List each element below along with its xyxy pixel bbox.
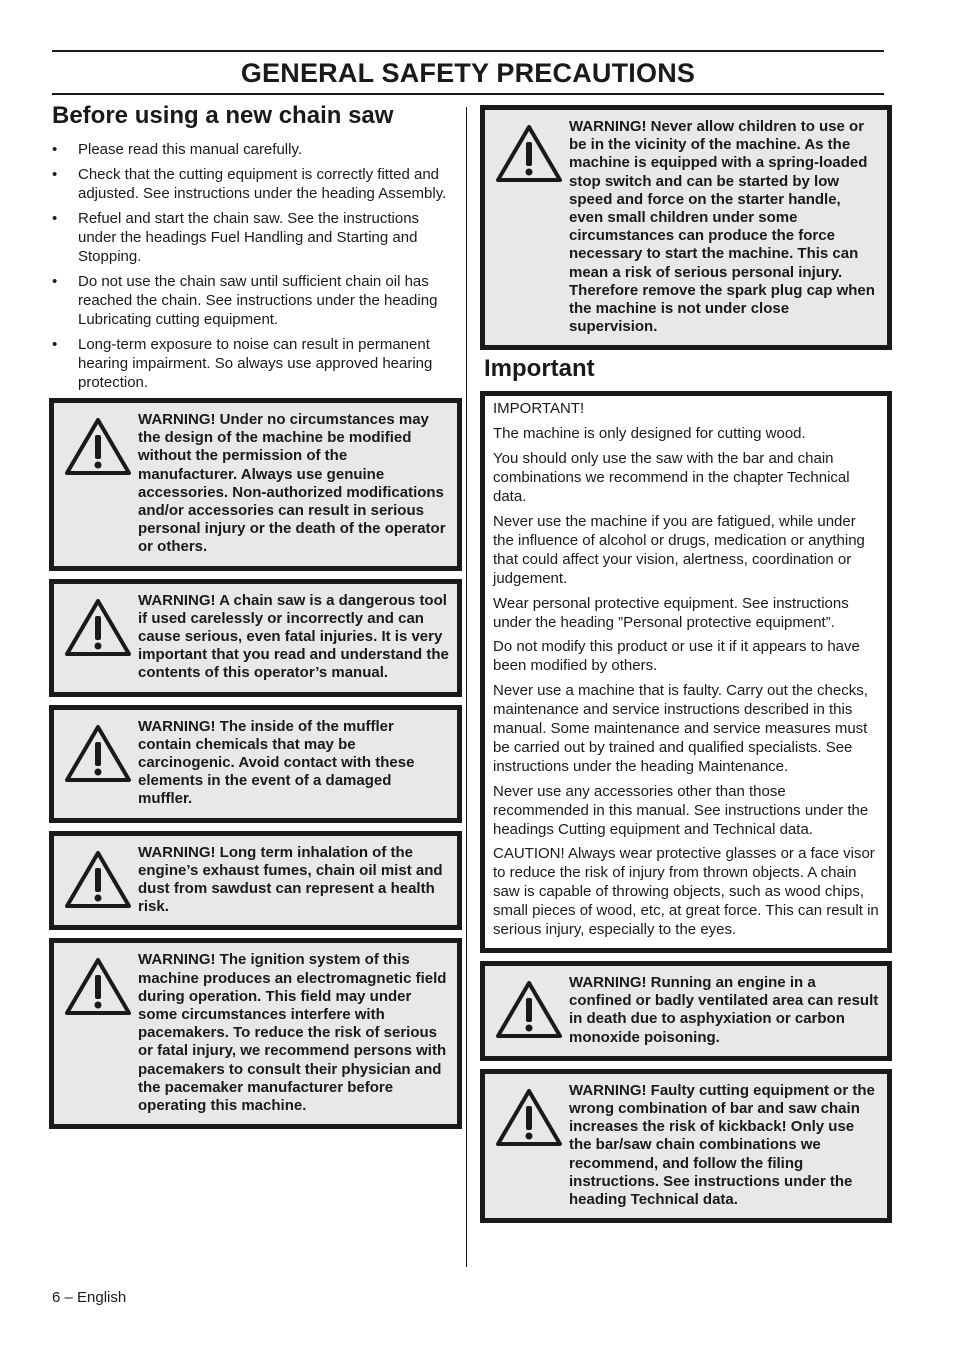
list-item — [52, 140, 450, 159]
bullet-icon: • — [52, 141, 58, 158]
important-paragraph: Do not modify this product or use it if it appears to have been modified by others. — [493, 638, 860, 675]
warning-text: WARNING! Long term inhalation of the engine’s exhaust fumes, chain oil mist and dust from sawdust can represent a health risk. — [138, 843, 443, 916]
warning-text: WARNING! Faulty cutting equipment or the wrong combination of bar and saw chain increases the risk of kickback! Only use the bar/saw chain combinations we recommend, and follow the filing instructions. See instructions under the heading Technical data. — [569, 1081, 875, 1209]
warning-text: WARNING! Never allow children to use or be in the vicinity of the machine. As the machine is equipped with a spring-loaded stop switch and can be started by low speed and force on the starter handle, even small children under some circumstances can produce the force necessary to start the machine. This can mean a risk of serious personal injury. Therefore remove the spark plug cap when the machine is not under close supervision. — [569, 118, 875, 336]
warning-triangle-icon — [62, 415, 134, 479]
list-item-text: Do not use the chain saw until sufficient chain oil has reached the chain. See instructions under the heading Lubricating cutting equipment. — [78, 273, 438, 328]
bullet-icon: • — [52, 336, 58, 353]
list-item-text: Please read this manual carefully. — [78, 141, 303, 158]
important-paragraph: Wear personal protective equipment. See instructions under the heading ”Personal protective equipment”. — [493, 594, 849, 631]
warning-triangle-icon — [62, 596, 134, 660]
list-item-text: Long-term exposure to noise can result in permanent hearing impairment. So always use approved hearing protection. — [78, 336, 433, 391]
warning-box-modification — [49, 398, 462, 571]
warning-triangle-icon — [493, 978, 565, 1042]
list-item — [52, 165, 450, 203]
important-label: IMPORTANT! — [493, 400, 585, 418]
warning-box-exhaust-fumes — [49, 831, 462, 931]
warning-box-children — [480, 105, 892, 350]
list-item-text: Check that the cutting equipment is correctly fitted and adjusted. See instructions under the heading Assembly. — [78, 166, 447, 202]
warning-triangle-icon — [493, 122, 565, 186]
page-footer: 6 – English — [52, 1289, 127, 1306]
warning-triangle-icon — [62, 722, 134, 786]
page-title: GENERAL SAFETY PRECAUTIONS — [240, 58, 696, 88]
warning-box-ignition-pacemaker — [49, 938, 462, 1129]
checklist — [52, 140, 462, 392]
title-underline — [52, 93, 884, 95]
right-column — [480, 105, 892, 1223]
warning-box-kickback — [480, 1069, 892, 1223]
section-heading-important: Important — [484, 355, 595, 383]
left-column — [52, 100, 462, 1129]
bullet-icon: • — [52, 210, 58, 227]
important-paragraph: You should only use the saw with the bar and chain combinations we recommend in the chapter Technical data. — [493, 450, 850, 506]
list-item — [52, 335, 450, 392]
important-paragraph: CAUTION! Always wear protective glasses or a face visor to reduce the risk of injury from thrown objects. A chain saw is capable of throwing objects, such as wood chips, small pieces of wood, etc, at great force. This can result in serious injury, especially to the eyes. — [493, 845, 879, 939]
important-paragraph: The machine is only designed for cutting wood. — [493, 425, 806, 443]
important-paragraph: Never use the machine if you are fatigued, while under the influence of alcohol or drugs, medication or anything that could affect your vision, alertness, coordination or judgement. — [493, 512, 865, 587]
list-item — [52, 272, 450, 329]
warning-text: WARNING! Under no circumstances may the design of the machine be modified without the permission of the manufacturer. Always use genuine accessories. Non-authorized modifications and/or accessories can result in serious personal injury or the death of the operator or others. — [138, 411, 446, 556]
warning-text: WARNING! Running an engine in a confined or badly ventilated area can result in death due to asphyxiation or carbon monoxide poisoning. — [569, 974, 879, 1046]
list-item-text: Refuel and start the chain saw. See the instructions under the headings Fuel Handling and Starting and Stopping. — [78, 210, 420, 265]
bullet-icon: • — [52, 273, 58, 290]
warning-box-dangerous-tool — [49, 579, 462, 697]
important-box — [480, 391, 892, 953]
top-rule — [52, 50, 884, 52]
list-item — [52, 209, 450, 266]
warning-triangle-icon — [62, 848, 134, 912]
section-heading-new-chain-saw: Before using a new chain saw — [52, 102, 394, 129]
warning-triangle-icon — [62, 955, 134, 1019]
column-divider — [466, 107, 467, 1267]
warning-triangle-icon — [493, 1086, 565, 1150]
bullet-icon: • — [52, 166, 58, 183]
warning-text: WARNING! The inside of the muffler contain chemicals that may be carcinogenic. Avoid contact with these elements in the event of a damaged muffler. — [138, 717, 415, 808]
important-paragraph: Never use any accessories other than those recommended in this manual. See instructions under the headings Cutting equipment and Technical data. — [493, 782, 869, 838]
warning-text: WARNING! The ignition system of this machine produces an electromagnetic field during operation. This field may under some circumstances interfere with pacemakers. To reduce the risk of serious or fatal injury, we recommend persons with pacemakers to consult their physician and the pacemaker manufacturer before operating this machine. — [138, 951, 447, 1115]
warning-box-muffler — [49, 705, 462, 823]
important-paragraph: Never use a machine that is faulty. Carry out the checks, maintenance and service instructions described in this manual. Some maintenance and service measures must be carried out by trained and qualified specialists. See instructions under the heading Maintenance. — [493, 682, 868, 775]
warning-text: WARNING! A chain saw is a dangerous tool if used carelessly or incorrectly and can cause serious, even fatal injuries. It is very important that you read and understand the contents of this operator’s manual. — [138, 591, 449, 682]
warning-box-ventilation — [480, 961, 892, 1061]
